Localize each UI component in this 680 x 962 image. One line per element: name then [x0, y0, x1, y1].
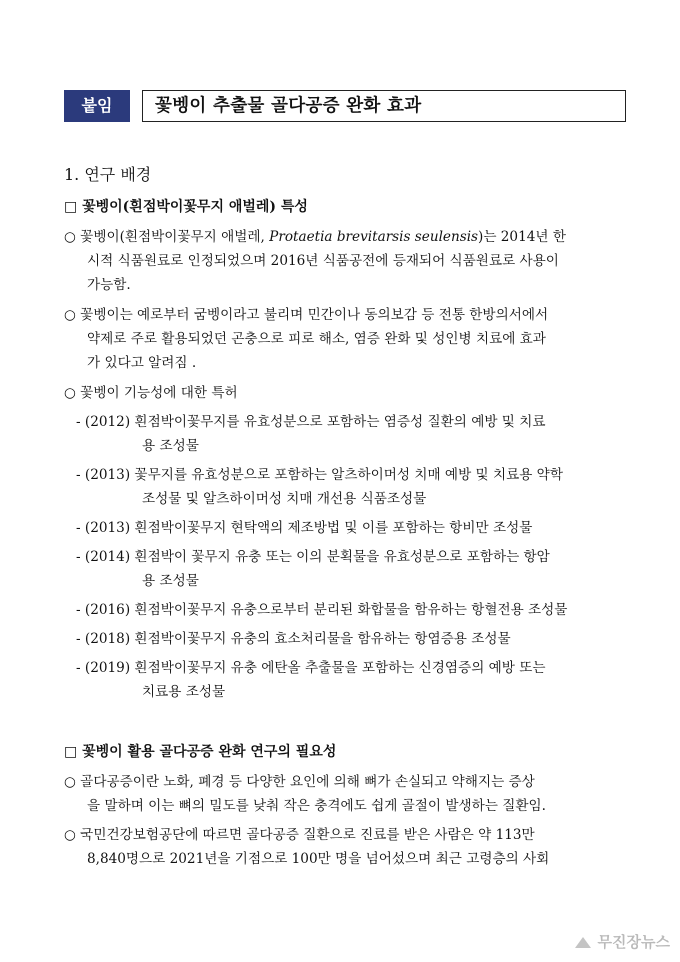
- paragraph-line: ○ 꽃벵이 기능성에 대한 특허: [64, 385, 238, 401]
- patent-item: - (2018) 흰점박이꽃무지 유충의 효소처리물을 함유하는 항염증용 조성물: [76, 631, 511, 647]
- paragraph-line: 을 말하며 이는 뼈의 밀도를 낮춰 작은 충격에도 쉽게 골절이 발생하는 질환임.: [87, 798, 546, 814]
- patent-item: - (2019) 흰점박이꽃무지 유충 에탄올 추출물을 포함하는 신경염증의 예방 또는: [76, 660, 546, 676]
- watermark-text: 무진장뉴스: [597, 933, 670, 951]
- appendix-title: 꽃벵이 추출물 골다공증 완화 효과: [142, 90, 626, 122]
- paragraph-line: ○ 국민건강보험공단에 따르면 골다공증 질환으로 진료를 받은 사람은 약 113만: [64, 827, 535, 843]
- appendix-header: [64, 90, 614, 122]
- paragraph-line: ○ 골다공증이란 노화, 폐경 등 다양한 요인에 의해 뼈가 손실되고 약해지는 증상: [64, 774, 535, 790]
- paragraph-line: [64, 225, 566, 245]
- paragraph-line: 약제로 주로 활용되었던 곤충으로 피로 해소, 염증 완화 및 성인병 치료에 효과: [87, 331, 546, 347]
- patent-item-cont: 용 조성물: [142, 573, 199, 589]
- text-span: )는 2014년 한: [478, 229, 566, 245]
- paragraph-line: 가 있다고 알려짐 .: [87, 355, 197, 371]
- patent-item-cont: 조성물 및 알츠하이머성 치매 개선용 식품조성물: [142, 491, 427, 507]
- subsection-title: □ 꽃벵이(흰점박이꽃무지 애벌레) 특성: [64, 199, 308, 215]
- patent-item: - (2014) 흰점박이 꽃무지 유충 또는 이의 분획물을 유효성분으로 포함하는 항암: [76, 549, 550, 565]
- patent-item: - (2013) 꽃무지를 유효성분으로 포함하는 알츠하이머성 치매 예방 및 치료용 약학: [76, 467, 563, 483]
- section-title: 1. 연구 배경: [64, 165, 152, 184]
- subsection-title: □ 꽃벵이 활용 골다공증 완화 연구의 필요성: [64, 744, 337, 760]
- logo-icon: [574, 935, 592, 949]
- scientific-name: Protaetia brevitarsis seulensis: [269, 229, 479, 245]
- paragraph-line: 시적 식품원료로 인정되었으며 2016년 식품공전에 등재되어 식품원료로 사용이: [87, 253, 559, 269]
- paragraph-line: 가능함.: [87, 277, 131, 293]
- patent-item: - (2012) 흰점박이꽃무지를 유효성분으로 포함하는 염증성 질환의 예방 및 치료: [76, 414, 546, 430]
- watermark: [574, 931, 670, 952]
- patent-item: - (2013) 흰점박이꽃무지 현탁액의 제조방법 및 이를 포함하는 항비만 조성물: [76, 520, 533, 536]
- patent-item-cont: 용 조성물: [142, 438, 199, 454]
- patent-item-cont: 치료용 조성물: [142, 684, 226, 700]
- paragraph-line: 8,840명으로 2021년을 기점으로 100만 명을 넘어섰으며 최근 고령층의 사회: [87, 851, 550, 867]
- appendix-badge: 붙임: [64, 90, 130, 122]
- paragraph-line: ○ 꽃벵이는 예로부터 굼벵이라고 불리며 민간이나 동의보감 등 전통 한방의서에서: [64, 307, 549, 323]
- patent-item: - (2016) 흰점박이꽃무지 유충으로부터 분리된 화합물을 함유하는 항혈전용 조성물: [76, 602, 568, 618]
- text-span: ○ 꽃벵이(흰점박이꽃무지 애벌레,: [64, 229, 270, 245]
